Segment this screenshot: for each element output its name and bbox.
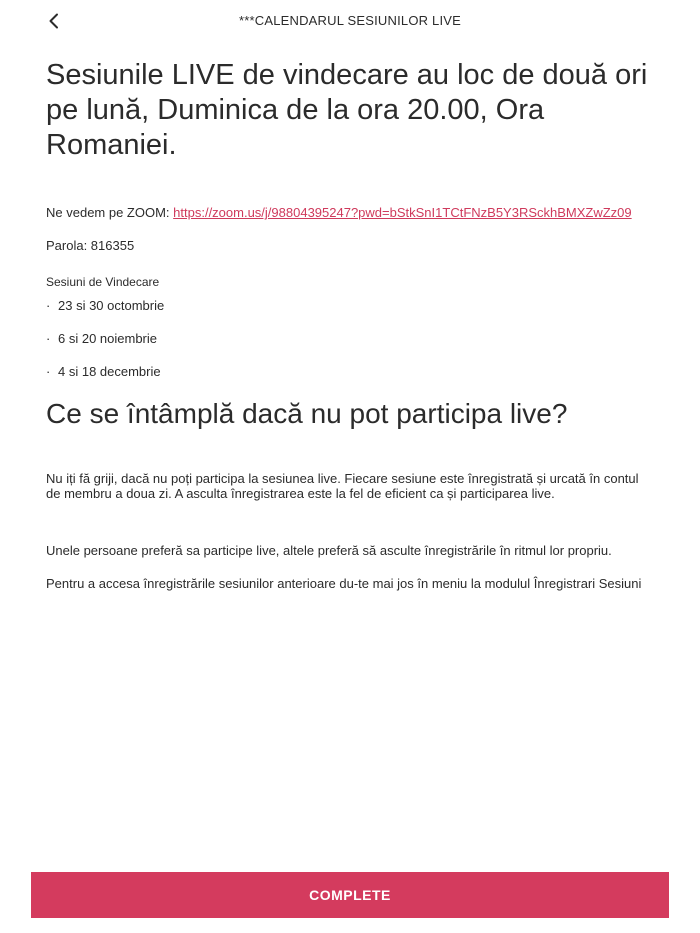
- bullet-icon: ·: [46, 364, 51, 379]
- page-title: ***CALENDARUL SESIUNILOR LIVE: [238, 13, 462, 28]
- session-date: 23 si 30 octombrie: [58, 298, 165, 313]
- sessions-heading: Sesiuni de Vindecare: [46, 275, 160, 289]
- bullet-icon: ·: [46, 298, 51, 313]
- session-date: 4 si 18 decembrie: [58, 364, 161, 379]
- complete-button[interactable]: COMPLETE: [31, 872, 669, 918]
- session-date: 6 si 20 noiembrie: [58, 331, 157, 346]
- sub-heading: Ce se întâmplă dacă nu pot participa live?: [46, 398, 568, 429]
- list-item: [46, 331, 656, 347]
- paragraph-recording-info: Nu iți fă griji, dacă nu poți participa la sesiunea live. Fiecare sesiune este înregistrată și urcată în contul de membru a doua zi. A asculta înregistrarea este la fel de eficient ca și participarea live.: [46, 471, 639, 501]
- zoom-label: Ne vedem pe ZOOM:: [46, 205, 174, 220]
- bullet-icon: ·: [46, 331, 51, 346]
- paragraph-preferences: Unele persoane preferă sa participe live, altele preferă să asculte înregistrările în ritmul lor propriu.: [46, 543, 612, 558]
- password-text: Parola: 816355: [46, 238, 135, 253]
- list-item: [46, 364, 656, 380]
- zoom-link[interactable]: https://zoom.us/j/98804395247?pwd=bStkSnI1TCtFNzB5Y3RSckhBMXZwZz09: [173, 205, 632, 220]
- hero-heading: Sesiunile LIVE de vindecare au loc de două ori pe lună, Duminica de la ora 20.00, Ora Romaniei.: [46, 59, 648, 161]
- list-item: [46, 298, 656, 314]
- sessions-list: [46, 298, 656, 380]
- lesson-content: [46, 58, 656, 591]
- paragraph-access-recordings: Pentru a accesa înregistrările sesiunilor anterioare du-te mai jos în meniu la modulul Înregistrari Sesiuni: [46, 575, 642, 591]
- top-bar: [0, 0, 700, 42]
- zoom-line: [46, 205, 656, 221]
